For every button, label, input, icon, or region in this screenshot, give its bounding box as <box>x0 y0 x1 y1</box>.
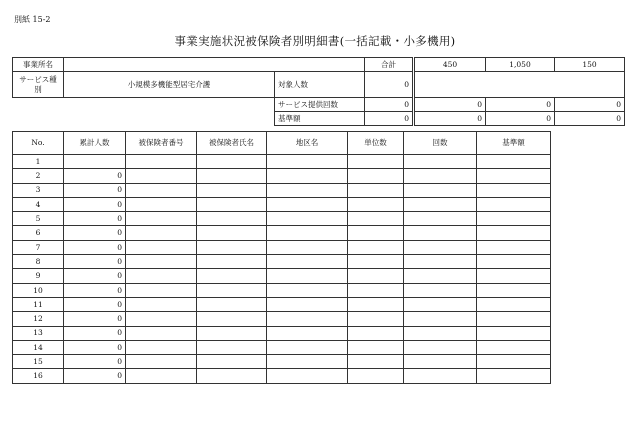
row-cumulative-count: 0 <box>64 255 126 269</box>
row-insured-number-field[interactable] <box>126 255 197 269</box>
col-header-no: No. <box>13 132 64 155</box>
row-insured-number-field[interactable] <box>126 326 197 340</box>
col-header-insured-name: 被保険者氏名 <box>197 132 267 155</box>
table-row <box>13 169 551 183</box>
base-amount-total: 0 <box>365 112 414 126</box>
page-title: 事業実施状況被保険者別明細書(一括記載・小多機用) <box>174 34 456 48</box>
table-row <box>13 197 551 211</box>
row-district-field[interactable] <box>267 355 348 369</box>
row-insured-name-field[interactable] <box>197 197 267 211</box>
row-units-field[interactable] <box>348 312 404 326</box>
row-district-field[interactable] <box>267 297 348 311</box>
row-base-amount-field[interactable] <box>477 212 551 226</box>
row-district-field[interactable] <box>267 269 348 283</box>
service-count-2: 0 <box>486 98 555 112</box>
row-base-amount-field[interactable] <box>477 269 551 283</box>
target-count-value: 0 <box>365 72 414 98</box>
table-row <box>13 312 551 326</box>
row-units-field[interactable] <box>348 297 404 311</box>
row-no: 10 <box>13 283 64 297</box>
row-times-field[interactable] <box>404 269 477 283</box>
row-insured-number-field[interactable] <box>126 369 197 383</box>
row-insured-number-field[interactable] <box>126 283 197 297</box>
row-no: 7 <box>13 240 64 254</box>
row-insured-name-field[interactable] <box>197 297 267 311</box>
row-no: 2 <box>13 169 64 183</box>
office-label: 事業所名 <box>13 58 64 72</box>
row-base-amount-field[interactable] <box>477 340 551 354</box>
row-times-field[interactable] <box>404 355 477 369</box>
row-insured-name-field[interactable] <box>197 169 267 183</box>
row-units-field[interactable] <box>348 369 404 383</box>
row-units-field[interactable] <box>348 240 404 254</box>
row-times-field[interactable] <box>404 326 477 340</box>
row-no: 5 <box>13 212 64 226</box>
col-header-cumulative: 累計人数 <box>64 132 126 155</box>
row-insured-number-field[interactable] <box>126 355 197 369</box>
row-district-field[interactable] <box>267 369 348 383</box>
col-header-district: 地区名 <box>267 132 348 155</box>
row-no: 16 <box>13 369 64 383</box>
service-type-value: 小規模多機能型居宅介護 <box>64 72 275 98</box>
row-cumulative-count: 0 <box>64 340 126 354</box>
row-insured-name-field[interactable] <box>197 340 267 354</box>
row-insured-name-field[interactable] <box>197 212 267 226</box>
row-district-field[interactable] <box>267 197 348 211</box>
row-cumulative-count: 0 <box>64 183 126 197</box>
row-cumulative-count: 0 <box>64 355 126 369</box>
row-units-field[interactable] <box>348 183 404 197</box>
row-cumulative-count: 0 <box>64 169 126 183</box>
row-insured-name-field[interactable] <box>197 155 267 169</box>
col-header-insured-number: 被保険者番号 <box>126 132 197 155</box>
row-units-field[interactable] <box>348 326 404 340</box>
row-insured-number-field[interactable] <box>126 269 197 283</box>
row-base-amount-field[interactable] <box>477 169 551 183</box>
row-no: 4 <box>13 197 64 211</box>
row-insured-name-field[interactable] <box>197 326 267 340</box>
row-cumulative-count: 0 <box>64 197 126 211</box>
row-units-field[interactable] <box>348 212 404 226</box>
row-times-field[interactable] <box>404 340 477 354</box>
row-units-field[interactable] <box>348 269 404 283</box>
table-row <box>13 183 551 197</box>
row-times-field[interactable] <box>404 312 477 326</box>
row-times-field[interactable] <box>404 283 477 297</box>
row-times-field[interactable] <box>404 369 477 383</box>
service-count-total: 0 <box>365 98 414 112</box>
row-insured-number-field[interactable] <box>126 212 197 226</box>
service-count-3: 0 <box>555 98 625 112</box>
row-district-field[interactable] <box>267 240 348 254</box>
service-type-label: サービス種別 <box>13 72 64 98</box>
row-district-field[interactable] <box>267 169 348 183</box>
row-no: 3 <box>13 183 64 197</box>
row-times-field[interactable] <box>404 240 477 254</box>
row-base-amount-field[interactable] <box>477 355 551 369</box>
row-base-amount-field[interactable] <box>477 240 551 254</box>
row-no: 14 <box>13 340 64 354</box>
row-insured-name-field[interactable] <box>197 312 267 326</box>
table-row <box>13 155 551 169</box>
row-insured-number-field[interactable] <box>126 340 197 354</box>
row-units-field[interactable] <box>348 226 404 240</box>
base-amount-label: 基準額 <box>275 112 365 126</box>
row-insured-number-field[interactable] <box>126 183 197 197</box>
table-row <box>13 340 551 354</box>
row-base-amount-field[interactable] <box>477 283 551 297</box>
row-no: 9 <box>13 269 64 283</box>
base-amount-2: 0 <box>486 112 555 126</box>
row-cumulative-count: 0 <box>64 312 126 326</box>
row-base-amount-field[interactable] <box>477 155 551 169</box>
row-cumulative-count: 0 <box>64 297 126 311</box>
table-row <box>13 269 551 283</box>
row-cumulative-count: 0 <box>64 283 126 297</box>
row-no: 13 <box>13 326 64 340</box>
row-units-field[interactable] <box>348 155 404 169</box>
row-district-field[interactable] <box>267 226 348 240</box>
document-id: 別紙 15-2 <box>14 15 51 24</box>
row-insured-name-field[interactable] <box>197 269 267 283</box>
table-row <box>13 326 551 340</box>
row-base-amount-field[interactable] <box>477 183 551 197</box>
row-times-field[interactable] <box>404 297 477 311</box>
row-district-field[interactable] <box>267 283 348 297</box>
col-header-times: 回数 <box>404 132 477 155</box>
row-no: 11 <box>13 297 64 311</box>
row-times-field[interactable] <box>404 197 477 211</box>
row-district-field[interactable] <box>267 155 348 169</box>
row-district-field[interactable] <box>267 255 348 269</box>
row-no: 8 <box>13 255 64 269</box>
target-count-label: 対象人数 <box>275 72 365 98</box>
row-base-amount-field[interactable] <box>477 226 551 240</box>
service-count-label: サービス提供回数 <box>275 98 365 112</box>
row-cumulative-count: 0 <box>64 212 126 226</box>
row-insured-number-field[interactable] <box>126 197 197 211</box>
summary-table <box>12 57 625 126</box>
table-row <box>13 255 551 269</box>
row-insured-name-field[interactable] <box>197 240 267 254</box>
insured-detail-table <box>12 131 551 384</box>
row-base-amount-field[interactable] <box>477 312 551 326</box>
unit-value-3: 150 <box>555 58 625 72</box>
row-times-field[interactable] <box>404 255 477 269</box>
table-row <box>13 212 551 226</box>
total-label: 合計 <box>365 58 414 72</box>
row-insured-number-field[interactable] <box>126 240 197 254</box>
row-insured-number-field[interactable] <box>126 297 197 311</box>
row-insured-number-field[interactable] <box>126 226 197 240</box>
row-insured-name-field[interactable] <box>197 369 267 383</box>
row-base-amount-field[interactable] <box>477 197 551 211</box>
row-cumulative-count: 0 <box>64 269 126 283</box>
row-district-field[interactable] <box>267 183 348 197</box>
row-insured-name-field[interactable] <box>197 355 267 369</box>
row-no: 12 <box>13 312 64 326</box>
office-name-field[interactable] <box>64 58 365 72</box>
row-times-field[interactable] <box>404 212 477 226</box>
row-no: 15 <box>13 355 64 369</box>
row-cumulative-count: 0 <box>64 240 126 254</box>
unit-value-2: 1,050 <box>486 58 555 72</box>
row-insured-name-field[interactable] <box>197 255 267 269</box>
row-times-field[interactable] <box>404 226 477 240</box>
row-insured-name-field[interactable] <box>197 226 267 240</box>
row-insured-number-field[interactable] <box>126 312 197 326</box>
row-cumulative-count <box>64 155 126 169</box>
row-times-field[interactable] <box>404 169 477 183</box>
row-cumulative-count: 0 <box>64 226 126 240</box>
base-amount-3: 0 <box>555 112 625 126</box>
row-district-field[interactable] <box>267 212 348 226</box>
col-header-units: 単位数 <box>348 132 404 155</box>
row-units-field[interactable] <box>348 255 404 269</box>
service-count-1: 0 <box>414 98 486 112</box>
row-no: 1 <box>13 155 64 169</box>
row-district-field[interactable] <box>267 326 348 340</box>
row-no: 6 <box>13 226 64 240</box>
table-row <box>13 355 551 369</box>
row-units-field[interactable] <box>348 197 404 211</box>
base-amount-1: 0 <box>414 112 486 126</box>
row-times-field[interactable] <box>404 155 477 169</box>
row-base-amount-field[interactable] <box>477 297 551 311</box>
row-district-field[interactable] <box>267 340 348 354</box>
row-units-field[interactable] <box>348 169 404 183</box>
row-district-field[interactable] <box>267 312 348 326</box>
row-insured-name-field[interactable] <box>197 283 267 297</box>
table-row <box>13 297 551 311</box>
row-cumulative-count: 0 <box>64 326 126 340</box>
row-insured-number-field[interactable] <box>126 155 197 169</box>
unit-value-1: 450 <box>414 58 486 72</box>
table-row <box>13 240 551 254</box>
row-times-field[interactable] <box>404 183 477 197</box>
table-header-row <box>13 132 551 155</box>
row-insured-name-field[interactable] <box>197 183 267 197</box>
row-units-field[interactable] <box>348 355 404 369</box>
row-cumulative-count: 0 <box>64 369 126 383</box>
row-units-field[interactable] <box>348 283 404 297</box>
row-units-field[interactable] <box>348 340 404 354</box>
row-base-amount-field[interactable] <box>477 369 551 383</box>
table-row <box>13 369 551 383</box>
table-row <box>13 226 551 240</box>
col-header-base-amount: 基準額 <box>477 132 551 155</box>
row-base-amount-field[interactable] <box>477 326 551 340</box>
table-row <box>13 283 551 297</box>
target-count-blank <box>414 72 625 98</box>
row-base-amount-field[interactable] <box>477 255 551 269</box>
row-insured-number-field[interactable] <box>126 169 197 183</box>
